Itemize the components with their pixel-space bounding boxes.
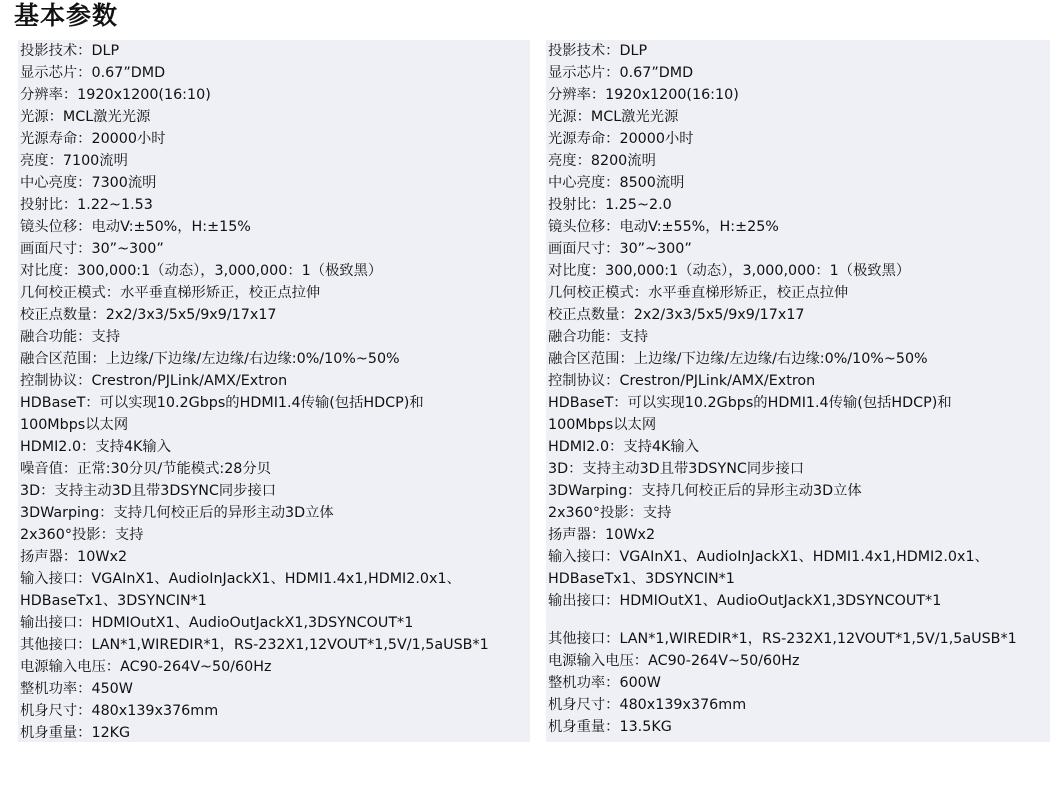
spec-row: 100Mbps以太网 (548, 417, 657, 433)
spec-row: 机身尺寸：480x139x376mm (20, 703, 219, 719)
spec-row: 分辨率：1920x1200(16:10) (548, 87, 739, 103)
spec-row: 几何校正模式：水平垂直梯形矫正，校正点拉伸 (20, 285, 321, 301)
spec-row: 画面尺寸：30”~300” (20, 241, 164, 257)
spec-row: 显示芯片：0.67”DMD (548, 65, 694, 81)
spec-row: 机身重量：12KG (20, 725, 131, 741)
row-spacer (546, 612, 1050, 628)
spec-row: 校正点数量：2x2/3x3/5x5/9x9/17x17 (548, 307, 805, 323)
spec-row: HDMI2.0：支持4K输入 (20, 439, 172, 455)
spec-row: 噪音值：正常:30分贝/节能模式:28分贝 (20, 461, 271, 477)
spec-row: 显示芯片：0.67”DMD (20, 65, 166, 81)
spec-row: 控制协议：Crestron/PJLink/AMX/Extron (20, 373, 288, 389)
spec-row: HDBaseTx1、3DSYNCIN*1 (548, 571, 735, 587)
spec-row: 融合区范围：上边缘/下边缘/左边缘/右边缘:0%/10%~50% (548, 351, 928, 367)
spec-row: 几何校正模式：水平垂直梯形矫正，校正点拉伸 (548, 285, 849, 301)
spec-row: 3DWarping：支持几何校正后的异形主动3D立体 (548, 483, 862, 499)
spec-row: 其他接口：LAN*1,WIREDIR*1，RS-232X1,12VOUT*1,5V/1,5aUSB*1 (20, 637, 489, 653)
spec-row: 中心亮度：7300流明 (20, 175, 157, 191)
spec-row: 输入接口：VGAInX1、AudioInJackX1、HDMI1.4x1,HDMI2.0x1、 (548, 549, 989, 565)
spec-column-left (18, 40, 530, 742)
spec-row: 2x360°投影：支持 (548, 505, 672, 521)
spec-row: 其他接口：LAN*1,WIREDIR*1，RS-232X1,12VOUT*1,5V/1,5aUSB*1 (548, 631, 1017, 647)
spec-row: 光源寿命：20000小时 (548, 131, 694, 147)
spec-row: 输出接口：HDMIOutX1、AudioOutJackX1,3DSYNCOUT*1 (548, 593, 942, 609)
spec-row: 镜头位移：电动V:±50%，H:±15% (20, 219, 251, 235)
spec-row: 机身尺寸：480x139x376mm (548, 697, 747, 713)
spec-row: 3DWarping：支持几何校正后的异形主动3D立体 (20, 505, 334, 521)
spec-row: HDBaseT：可以实现10.2Gbps的HDMI1.4传输(包括HDCP)和 (548, 395, 952, 411)
spec-row: 输出接口：HDMIOutX1、AudioOutJackX1,3DSYNCOUT*1 (20, 615, 414, 631)
spec-row: 融合区范围：上边缘/下边缘/左边缘/右边缘:0%/10%~50% (20, 351, 400, 367)
spec-row: 扬声器：10Wx2 (20, 549, 128, 565)
spec-row: 亮度：8200流明 (548, 153, 656, 169)
spec-row: 中心亮度：8500流明 (548, 175, 685, 191)
spec-row: 100Mbps以太网 (20, 417, 129, 433)
spec-row: 光源：MCL激光光源 (548, 109, 679, 125)
spec-row: 控制协议：Crestron/PJLink/AMX/Extron (548, 373, 816, 389)
spec-row: HDMI2.0：支持4K输入 (548, 439, 700, 455)
spec-row: 3D：支持主动3D且带3DSYNC同步接口 (20, 483, 277, 499)
spec-row: 投影技术：DLP (20, 43, 120, 59)
spec-row: 光源：MCL激光光源 (20, 109, 151, 125)
spec-row: 融合功能：支持 (548, 329, 649, 345)
spec-row: 扬声器：10Wx2 (548, 527, 656, 543)
spec-row: 校正点数量：2x2/3x3/5x5/9x9/17x17 (20, 307, 277, 323)
page-title: 基本参数 (14, 1, 119, 30)
spec-row: HDBaseTx1、3DSYNCIN*1 (20, 593, 207, 609)
spec-row: 融合功能：支持 (20, 329, 121, 345)
spec-row: 投射比：1.22~1.53 (20, 197, 153, 213)
spec-row: 整机功率：600W (548, 675, 661, 691)
spec-row: 亮度：7100流明 (20, 153, 128, 169)
spec-row: 对比度：300,000:1（动态），3,000,000：1（极致黑） (548, 263, 911, 279)
spec-row: 机身重量：13.5KG (548, 719, 672, 735)
spec-row: 2x360°投影：支持 (20, 527, 144, 543)
spec-row: 电源输入电压：AC90-264V~50/60Hz (20, 659, 272, 675)
spec-row: 画面尺寸：30”~300” (548, 241, 692, 257)
spec-row: 对比度：300,000:1（动态），3,000,000：1（极致黑） (20, 263, 383, 279)
spec-row: 分辨率：1920x1200(16:10) (20, 87, 211, 103)
spec-column-right (546, 40, 1050, 742)
spec-row: 电源输入电压：AC90-264V~50/60Hz (548, 653, 800, 669)
spec-row: 整机功率：450W (20, 681, 133, 697)
spec-row: 投影技术：DLP (548, 43, 648, 59)
spec-row: 镜头位移：电动V:±55%，H:±25% (548, 219, 779, 235)
spec-row: HDBaseT：可以实现10.2Gbps的HDMI1.4传输(包括HDCP)和 (20, 395, 424, 411)
spec-row: 光源寿命：20000小时 (20, 131, 166, 147)
spec-row: 投射比：1.25~2.0 (548, 197, 672, 213)
spec-row: 输入接口：VGAInX1、AudioInJackX1、HDMI1.4x1,HDMI2.0x1、 (20, 571, 461, 587)
spec-row: 3D：支持主动3D且带3DSYNC同步接口 (548, 461, 805, 477)
